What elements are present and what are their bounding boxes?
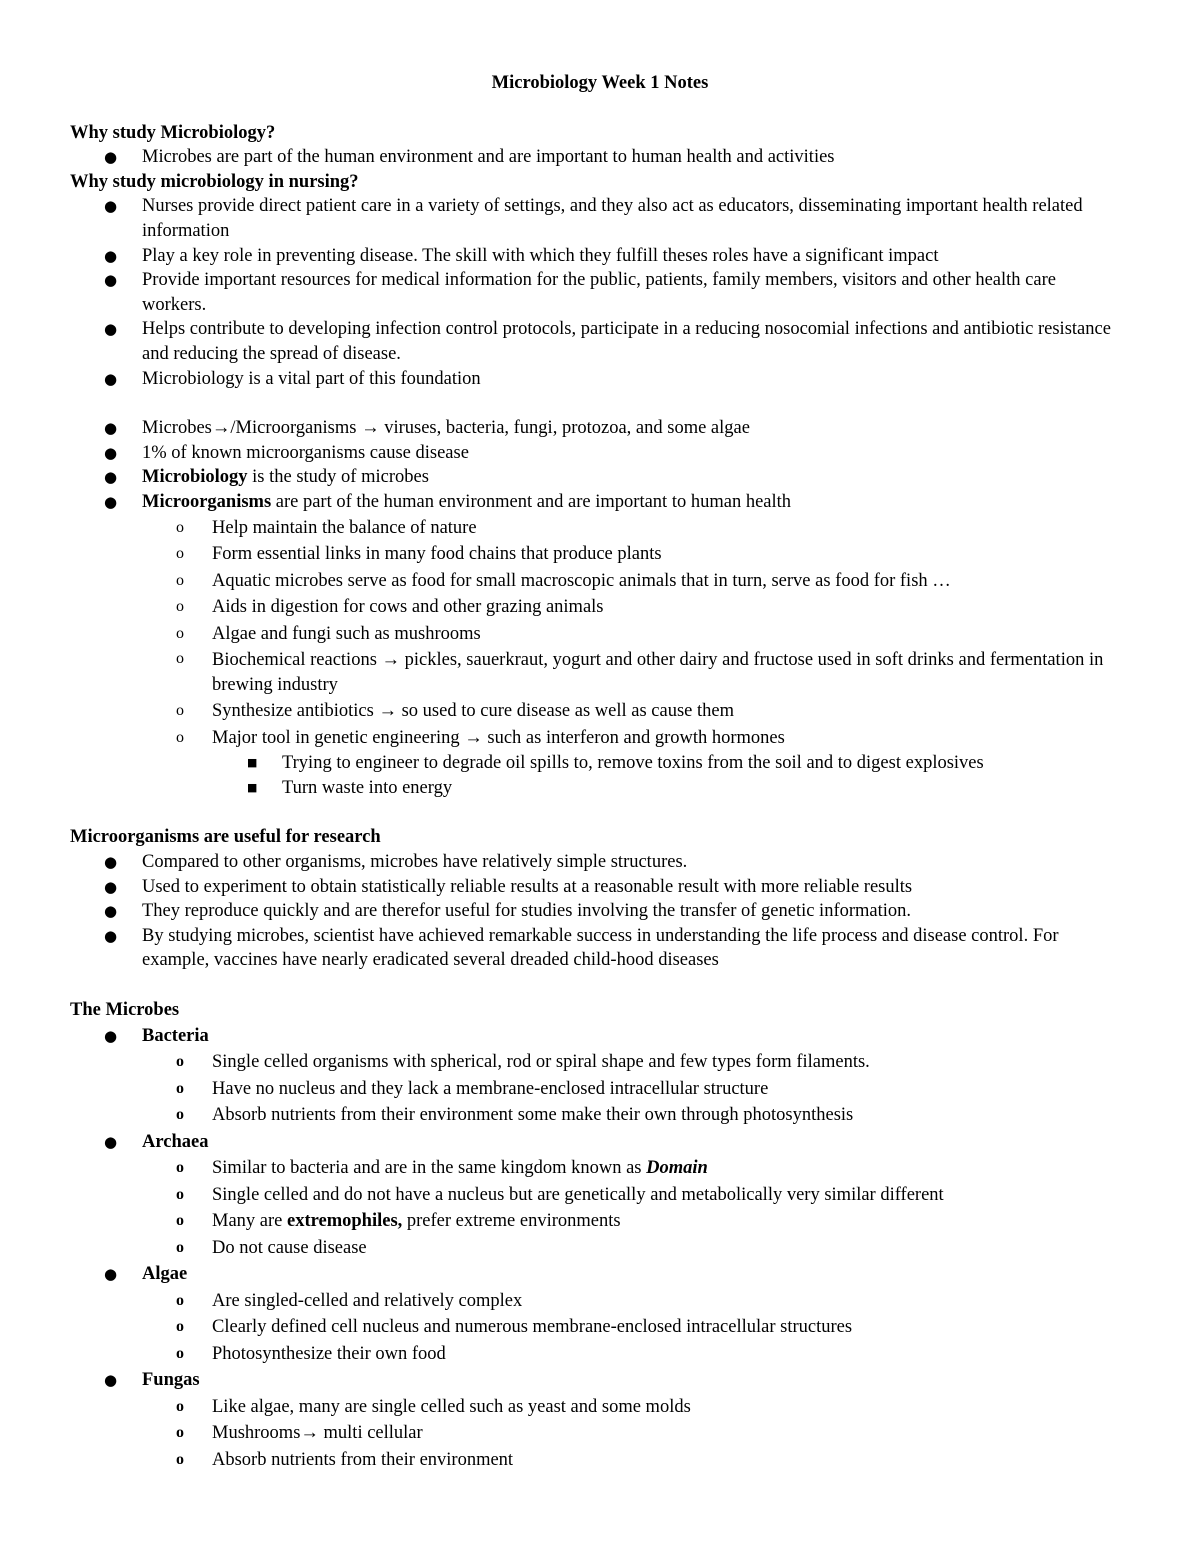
list-item: ● Provide important resources for medical information for the public, patients, family members, visitors and other health care workers. bbox=[104, 270, 1056, 315]
bullet-marker: ● bbox=[104, 468, 118, 487]
circle-marker: o bbox=[176, 1159, 184, 1177]
circle-marker: o bbox=[176, 545, 184, 562]
circle-marker: o bbox=[176, 1344, 184, 1362]
sub-sub-list-item: ■ Trying to engineer to degrade oil spills to, remove toxins from the soil and to digest explosives bbox=[0, 751, 1200, 776]
bullet-marker: ● bbox=[104, 419, 118, 438]
circle-marker: o bbox=[176, 1238, 184, 1256]
bullet-marker: ● bbox=[104, 246, 118, 265]
circle-marker: o bbox=[176, 518, 184, 536]
list-item: ● Helps contribute to developing infection control protocols, participate in a reducing nosocomial infections and antibiotic resistance and reducing the spread of disease. bbox=[104, 319, 1111, 364]
bullet-marker: ● bbox=[104, 1132, 118, 1151]
microbe-type-algae: ● Algae bbox=[0, 1261, 1200, 1288]
arrow-icon: → bbox=[464, 727, 483, 748]
bullet-marker: ● bbox=[104, 443, 118, 462]
sub-list-item: o Major tool in genetic engineering → such as interferon and growth hormones bbox=[0, 725, 1200, 752]
microbe-type-archaea: ● Archaea bbox=[0, 1129, 1200, 1156]
bullet-marker: ● bbox=[104, 320, 118, 339]
sub-list-item: o Photosynthesize their own food bbox=[0, 1341, 1200, 1368]
sub-list-item: o Help maintain the balance of nature bbox=[0, 515, 1200, 542]
circle-marker: o bbox=[176, 702, 184, 720]
sub-list-item: o Single celled organisms with spherical, rod or spiral shape and few types form filaments. bbox=[0, 1049, 1200, 1076]
arrow-icon: → bbox=[378, 701, 397, 722]
list-item: ● 1% of known microorganisms cause disease bbox=[0, 441, 1200, 466]
circle-marker: o bbox=[176, 1450, 184, 1468]
sub-list-item: o Many are extremophiles, prefer extreme environments bbox=[0, 1208, 1200, 1235]
bullet-marker: ● bbox=[104, 1371, 118, 1390]
spacer bbox=[0, 973, 1200, 998]
circle-marker: o bbox=[176, 650, 184, 667]
list-microorganism-roles bbox=[0, 515, 1200, 752]
circle-marker: o bbox=[176, 728, 184, 746]
bullet-marker: ● bbox=[104, 1026, 118, 1045]
list-item: ● By studying microbes, scientist have achieved remarkable success in understanding the life process and disease control. For example, vaccines have nearly eradicated several dreaded child-hood diseases bbox=[104, 925, 1059, 971]
circle-marker: o bbox=[176, 624, 184, 642]
arrow-icon: → bbox=[300, 1423, 319, 1444]
circle-marker: o bbox=[176, 1079, 184, 1097]
microbe-type-fungas: ● Fungas bbox=[0, 1367, 1200, 1394]
bullet-marker: ● bbox=[104, 492, 118, 511]
heading-why-study: Why study Microbiology? bbox=[70, 122, 276, 143]
arrow-icon: → bbox=[211, 418, 231, 439]
sub-list-item: o Absorb nutrients from their environment some make their own through photosynthesis bbox=[0, 1102, 1200, 1129]
sub-list-item: o Are singled-celled and relatively complex bbox=[0, 1288, 1200, 1315]
list-item: ● Nurses provide direct patient care in a variety of settings, and they also act as educators, disseminating important health related information bbox=[104, 196, 1083, 241]
spacer bbox=[0, 391, 1200, 416]
circle-marker: o bbox=[176, 1106, 184, 1124]
bullet-marker: ● bbox=[104, 1265, 118, 1284]
circle-marker: o bbox=[176, 1424, 184, 1442]
bullet-marker: ● bbox=[104, 926, 118, 945]
list-item: ● Microbiology is the study of microbes bbox=[0, 465, 1200, 490]
heading-research: Microorganisms are useful for research bbox=[70, 827, 381, 848]
sub-list-item: o Similar to bacteria and are in the same kingdom known as Domain bbox=[0, 1155, 1200, 1182]
sub-list-item: o Clearly defined cell nucleus and numerous membrane-enclosed intracellular structures bbox=[0, 1314, 1200, 1341]
circle-marker: o bbox=[176, 571, 184, 589]
list-microbe-types bbox=[0, 1023, 1200, 1474]
list-item: ● Used to experiment to obtain statistically reliable results at a reasonable result with more reliable results bbox=[0, 875, 1200, 900]
circle-marker: o bbox=[176, 1291, 184, 1309]
sub-list-item: o Single celled and do not have a nucleus but are genetically and metabolically very similar different bbox=[0, 1182, 1200, 1209]
arrow-icon: → bbox=[381, 650, 401, 670]
square-marker: ■ bbox=[247, 756, 258, 770]
bullet-marker: ● bbox=[104, 852, 118, 871]
list-why-study bbox=[0, 145, 1200, 170]
list-item: ● Microbiology is a vital part of this foundation bbox=[0, 367, 1200, 392]
bullet-marker: ● bbox=[104, 271, 118, 290]
square-marker: ■ bbox=[247, 780, 258, 794]
sub-list-item: o Mushrooms→ multi cellular bbox=[0, 1420, 1200, 1447]
sub-list-item: o Algae and fungi such as mushrooms bbox=[0, 621, 1200, 648]
sub-list-item: o Synthesize antibiotics → so used to cure disease as well as cause them bbox=[0, 698, 1200, 725]
sub-list-item: o Absorb nutrients from their environment bbox=[0, 1447, 1200, 1474]
heading-the-microbes: The Microbes bbox=[70, 999, 180, 1020]
sub-list-item: o Form essential links in many food chains that produce plants bbox=[0, 541, 1200, 568]
list-why-nursing bbox=[0, 194, 1200, 391]
bullet-marker: ● bbox=[104, 902, 118, 921]
list-item: ● Microorganisms are part of the human environment and are important to human health bbox=[0, 490, 1200, 515]
circle-marker: o bbox=[176, 1185, 184, 1203]
document-title: Microbiology Week 1 Notes bbox=[491, 73, 709, 93]
sub-list-item: o Biochemical reactions → pickles, sauerkraut, yogurt and other dairy and fructose used in soft drinks and fermentation in brewing industry bbox=[0, 647, 1200, 698]
list-item: ● Microbes→/Microorganisms → viruses, bacteria, fungi, protozoa, and some algae bbox=[0, 416, 1200, 441]
heading-why-nursing: Why study microbiology in nursing? bbox=[70, 171, 359, 192]
arrow-icon: → bbox=[361, 418, 380, 439]
bullet-marker: ● bbox=[104, 148, 118, 167]
list-item: ● Microbes are part of the human environment and are important to human health and activities bbox=[0, 145, 1200, 170]
spacer bbox=[0, 800, 1200, 825]
circle-marker: o bbox=[176, 598, 184, 615]
sub-list-item: o Aids in digestion for cows and other grazing animals bbox=[0, 594, 1200, 621]
circle-marker: o bbox=[176, 1053, 184, 1071]
sub-list-item: o Aquatic microbes serve as food for small macroscopic animals that in turn, serve as food for fish … bbox=[0, 568, 1200, 595]
list-item: ● Compared to other organisms, microbes have relatively simple structures. bbox=[0, 850, 1200, 875]
microbe-type-bacteria: ● Bacteria bbox=[0, 1023, 1200, 1050]
bullet-marker: ● bbox=[104, 877, 118, 896]
sub-list-item: o Have no nucleus and they lack a membrane-enclosed intracellular structure bbox=[0, 1076, 1200, 1103]
sub-sub-list-item: ■ Turn waste into energy bbox=[0, 776, 1200, 801]
list-item: ● Play a key role in preventing disease. The skill with which they fulfill theses roles have a significant impact bbox=[0, 244, 1200, 269]
list-item: ● They reproduce quickly and are therefor useful for studies involving the transfer of genetic information. bbox=[0, 899, 1200, 924]
list-genetic-engineering bbox=[0, 751, 1200, 800]
list-microbes bbox=[0, 416, 1200, 514]
list-research bbox=[0, 850, 1200, 973]
bullet-marker: ● bbox=[104, 369, 118, 388]
circle-marker: o bbox=[176, 1397, 184, 1415]
sub-list-item: o Like algae, many are single celled such as yeast and some molds bbox=[0, 1394, 1200, 1421]
bullet-marker: ● bbox=[104, 197, 118, 216]
circle-marker: o bbox=[176, 1212, 184, 1230]
circle-marker: o bbox=[176, 1318, 184, 1336]
sub-list-item: o Do not cause disease bbox=[0, 1235, 1200, 1262]
